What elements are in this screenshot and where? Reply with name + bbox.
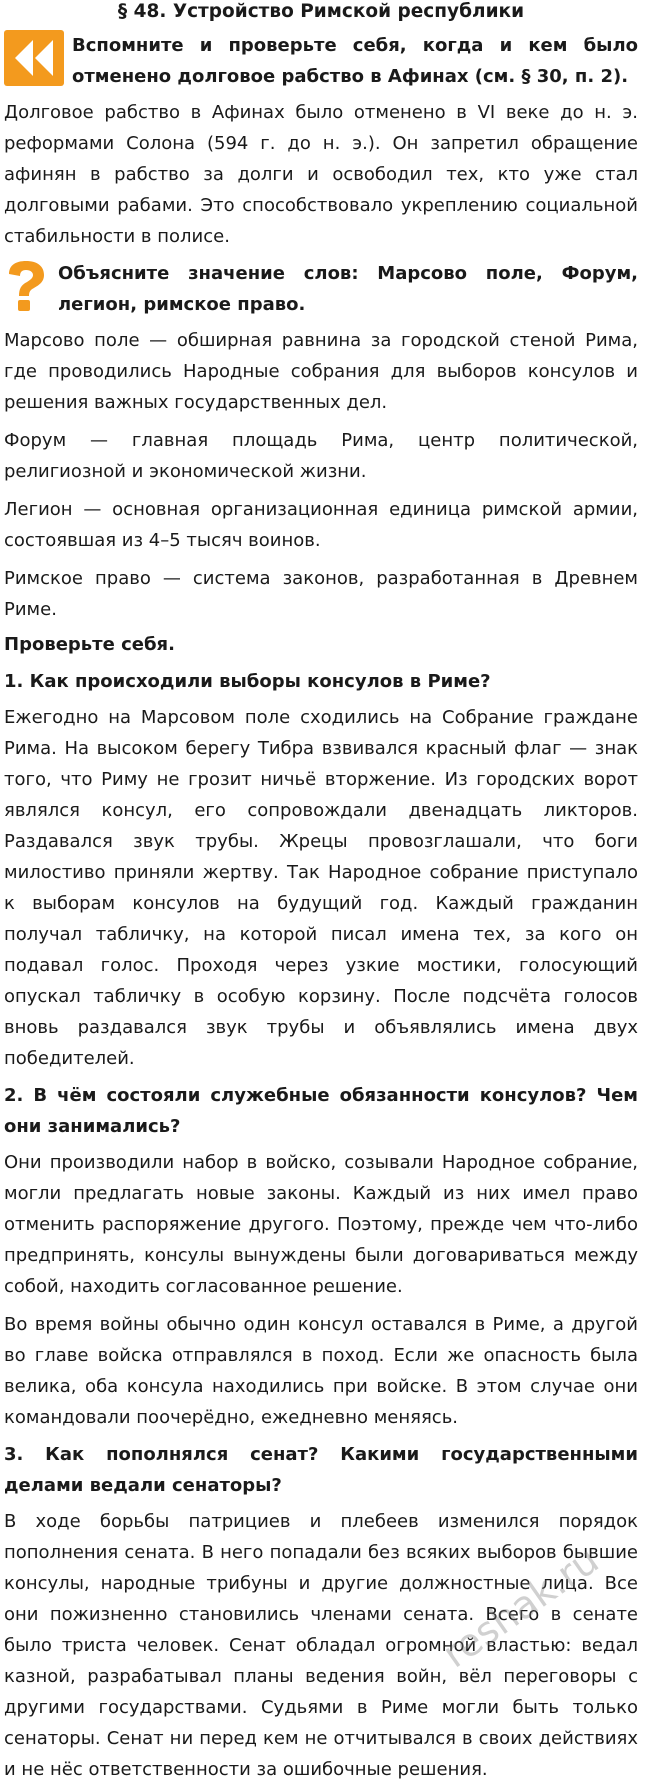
recall-task bbox=[4, 30, 638, 92]
explain-answer-mars-field: Марсово поле — обширная равнина за городской стеной Рима, где проводились Народные собрания для выборов консулов и решения важных государственных дел. bbox=[4, 330, 638, 413]
recall-question: Вспомните и проверьте себя, когда и кем было отменено долговое рабство в Афинах (см. § 30, п. 2). bbox=[72, 35, 638, 87]
explain-task bbox=[4, 258, 638, 320]
question-mark-icon bbox=[4, 260, 48, 312]
question-1-answer: Ежегодно на Марсовом поле сходились на Собрание граждане Рима. На высоком берегу Тибра взвивался красный флаг — знак того, что Риму не грозит ничьё вторжение. Из городских ворот являлся консул, его сопровождали двенадцать ликторов. Раздавался звук трубы. Жрецы провозглашали, что боги милостиво приняли жертву. Так Народное собрание приступало к выборам консулов на будущий год. Каждый гражданин получал табличку, на которой писал имена тех, за кого он подавал голос. Проходя через узкие мостики, голосующий опускал табличку в особую корзину. После подсчёта голосов вновь раздавался звук трубы и объявлялись имена двух победителей. bbox=[4, 707, 638, 1069]
question-2-answer-2: Во время войны обычно один консул оставался в Риме, а другой во главе войска отправлялся в поход. Если же опасность была велика, оба консула находились при войске. В этом случае они командовали поочерёдно, ежедневно меняясь. bbox=[4, 1314, 638, 1428]
recall-answer: Долговое рабство в Афинах было отменено в VI веке до н. э. реформами Солона (594 г. до н. э.). Он запретил обращение афинян в рабство за долги и освободил тех, кто уже стал долговыми рабами. Это способствовало укреплению социальной стабильности в полисе. bbox=[4, 102, 638, 247]
page-title: § 48. Устройство Римской республики bbox=[117, 1, 525, 22]
explain-answer-roman-law: Римское право — система законов, разработанная в Древнем Риме. bbox=[4, 568, 638, 620]
question-2-answer-1: Они производили набор в войско, созывали Народное собрание, могли предлагать новые законы. Каждый из них имел право отменить распоряжение другого. Поэтому, прежде чем что-либо предпринять, консулы вынуждены были договариваться между собой, находить согласованное решение. bbox=[4, 1152, 638, 1297]
question-3-answer: В ходе борьбы патрициев и плебеев изменился порядок пополнения сената. В него попадали без всяких выборов бывшие консулы, народные трибуны и другие должностные лица. Все они пожизненно становились членами сената. Всего в сенате было триста человек. Сенат обладал огромной властью: ведал казной, разрабатывал планы ведения войн, вёл переговоры с другими государствами. Судьями в Риме могли быть только сенаторы. Сенат ни перед кем не отчитывался в своих действиях и не нёс ответственности за ошибочные решения. bbox=[4, 1511, 638, 1780]
question-3-heading: 3. Как пополнялся сенат? Какими государственными делами ведали сенаторы? bbox=[4, 1444, 638, 1496]
explain-question: Объясните значение слов: Марсово поле, Форум, легион, римское право. bbox=[58, 263, 638, 315]
question-1-heading: 1. Как происходили выборы консулов в Риме? bbox=[4, 671, 491, 692]
question-2-heading: 2. В чём состояли служебные обязанности консулов? Чем они занимались? bbox=[4, 1085, 638, 1137]
explain-answer-forum: Форум — главная площадь Рима, центр политической, религиозной и экономической жизни. bbox=[4, 430, 638, 482]
explain-answer-legion: Легион — основная организационная единица римской армии, состоявшая из 4–5 тысяч воинов. bbox=[4, 499, 638, 551]
watermark: reshak.ru bbox=[434, 1537, 607, 1677]
rewind-icon bbox=[4, 30, 64, 86]
check-heading: Проверьте себя. bbox=[4, 634, 175, 655]
